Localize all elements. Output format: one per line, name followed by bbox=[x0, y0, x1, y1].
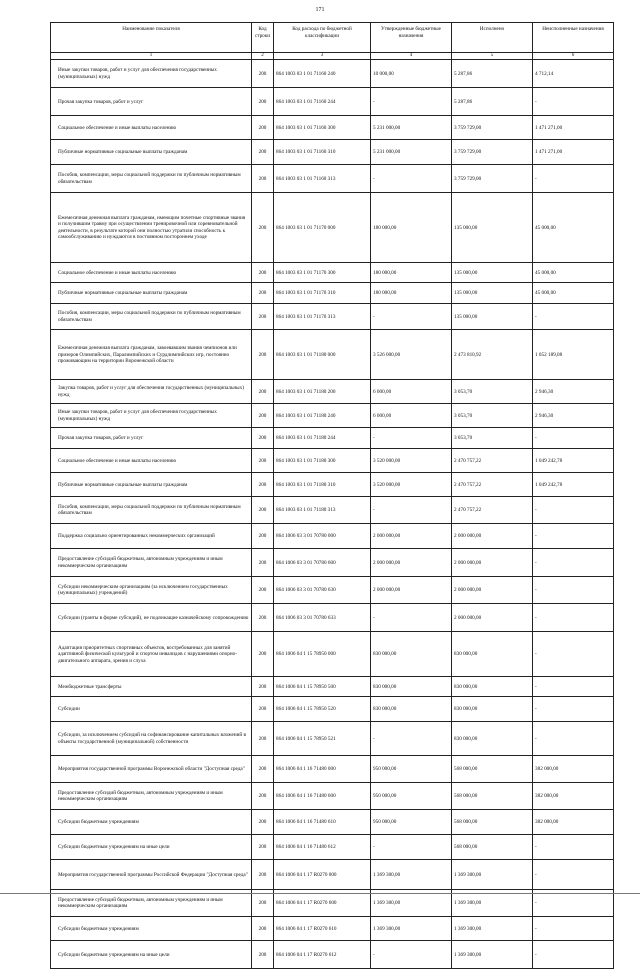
cell-name: Пособия, компенсации, меры социальной поддержки по публичным нормативным обязательствам bbox=[51, 165, 252, 193]
cell-code: 200 bbox=[252, 140, 274, 165]
cell-approved: 830 000,00 bbox=[371, 677, 452, 697]
cell-kbk: 864 1006 04 1 16 71480 612 bbox=[274, 835, 371, 860]
table-row bbox=[51, 165, 614, 193]
cell-executed: 3 053,70 bbox=[452, 380, 533, 404]
cell-executed: 568 000,00 bbox=[452, 835, 533, 860]
table-row bbox=[51, 473, 614, 497]
page-number: 171 bbox=[315, 7, 325, 13]
table-row bbox=[51, 304, 614, 330]
cell-approved: - bbox=[371, 88, 452, 116]
cell-kbk: 864 1006 04 1 17 R0270 000 bbox=[274, 860, 371, 890]
cell-name: Субсидии бюджетным учреждениям bbox=[51, 917, 252, 941]
cell-approved: 2 000 000,00 bbox=[371, 577, 452, 604]
cell-executed: 2 000 000,00 bbox=[452, 577, 533, 604]
cell-executed: 2 000 000,00 bbox=[452, 549, 533, 577]
cell-kbk: 864 1006 04 1 16 71480 600 bbox=[274, 783, 371, 810]
cell-kbk: 864 1006 04 1 15 78950 520 bbox=[274, 697, 371, 722]
cell-name: Межбюджетные трансферты bbox=[51, 677, 252, 697]
cell-name: Социальное обеспечение и иные выплаты населению bbox=[51, 449, 252, 473]
cell-code: 200 bbox=[252, 193, 274, 263]
cell-executed: 830 000,00 bbox=[452, 722, 533, 756]
cell-remaining: 45 000,00 bbox=[533, 193, 614, 263]
cell-name: Закупка товаров, работ и услуг для обеспечения государственных (муниципальных) нужд bbox=[51, 380, 252, 404]
cell-remaining: 1 471 271,00 bbox=[533, 116, 614, 140]
cell-executed: 830 000,00 bbox=[452, 677, 533, 697]
cell-executed: 2 473 810,92 bbox=[452, 330, 533, 380]
cell-code: 200 bbox=[252, 890, 274, 917]
table-row bbox=[51, 835, 614, 860]
cell-kbk: 864 1006 04 1 16 71480 000 bbox=[274, 756, 371, 783]
cell-name: Пособия, компенсации, меры социальной поддержки по публичным нормативным обязательствам bbox=[51, 304, 252, 330]
page-bottom-rule bbox=[0, 893, 640, 894]
cell-code: 200 bbox=[252, 330, 274, 380]
cell-kbk: 864 1003 03 1 01 71180 000 bbox=[274, 330, 371, 380]
header-approved: Утвержденные бюджетные назначения bbox=[371, 23, 452, 53]
cell-executed: 830 000,00 bbox=[452, 632, 533, 677]
cell-approved: 950 000,00 bbox=[371, 756, 452, 783]
cell-code: 200 bbox=[252, 283, 274, 304]
cell-kbk: 864 1003 03 1 01 71180 300 bbox=[274, 449, 371, 473]
cell-approved: - bbox=[371, 304, 452, 330]
cell-executed: 3 759 729,00 bbox=[452, 116, 533, 140]
cell-name: Иные закупки товаров, работ и услуг для обеспечения государственных (муниципальных) нужд bbox=[51, 404, 252, 428]
cell-code: 200 bbox=[252, 632, 274, 677]
cell-remaining: - bbox=[533, 860, 614, 890]
cell-executed: 135 000,00 bbox=[452, 263, 533, 283]
cell-code: 200 bbox=[252, 917, 274, 941]
cell-executed: 568 000,00 bbox=[452, 783, 533, 810]
cell-approved: - bbox=[371, 497, 452, 524]
cell-kbk: 864 1003 03 1 01 71170 300 bbox=[274, 263, 371, 283]
cell-executed: 3 053,70 bbox=[452, 404, 533, 428]
cell-approved: - bbox=[371, 428, 452, 449]
cell-remaining: - bbox=[533, 677, 614, 697]
cell-kbk: 864 1003 03 1 01 71160 244 bbox=[274, 88, 371, 116]
cell-kbk: 864 1003 03 1 01 71160 240 bbox=[274, 60, 371, 88]
cell-name: Поддержка социально ориентированных некоммерческих организаций bbox=[51, 524, 252, 549]
cell-name: Субсидии (гранты в форме субсидий), не подлежащие казначейскому сопровождению bbox=[51, 604, 252, 632]
cell-executed: 568 000,00 bbox=[452, 810, 533, 835]
table-row bbox=[51, 88, 614, 116]
cell-code: 200 bbox=[252, 497, 274, 524]
cell-code: 200 bbox=[252, 697, 274, 722]
cell-remaining: - bbox=[533, 722, 614, 756]
cell-remaining: - bbox=[533, 165, 614, 193]
cell-name: Социальное обеспечение и иные выплаты населению bbox=[51, 116, 252, 140]
cell-remaining: - bbox=[533, 428, 614, 449]
cell-executed: 1 369 300,00 bbox=[452, 860, 533, 890]
cell-executed: 1 369 300,00 bbox=[452, 941, 533, 969]
cell-executed: 568 000,00 bbox=[452, 756, 533, 783]
cell-executed: 1 369 300,00 bbox=[452, 890, 533, 917]
cell-kbk: 864 1006 04 1 16 71480 610 bbox=[274, 810, 371, 835]
column-number: 1 bbox=[51, 53, 252, 60]
column-number: 4 bbox=[371, 53, 452, 60]
cell-approved: 5 231 000,00 bbox=[371, 140, 452, 165]
cell-kbk: 864 1006 04 1 15 78950 521 bbox=[274, 722, 371, 756]
cell-approved: 950 000,00 bbox=[371, 783, 452, 810]
cell-code: 200 bbox=[252, 428, 274, 449]
header-remaining: Неисполненные назначения bbox=[533, 23, 614, 53]
cell-remaining: - bbox=[533, 941, 614, 969]
cell-executed: 135 000,00 bbox=[452, 193, 533, 263]
cell-kbk: 864 1006 04 1 15 78950 500 bbox=[274, 677, 371, 697]
cell-remaining: - bbox=[533, 604, 614, 632]
cell-kbk: 864 1003 03 1 01 71180 310 bbox=[274, 473, 371, 497]
cell-code: 200 bbox=[252, 165, 274, 193]
cell-approved: - bbox=[371, 604, 452, 632]
table-row bbox=[51, 449, 614, 473]
cell-code: 200 bbox=[252, 722, 274, 756]
cell-remaining: 45 000,00 bbox=[533, 263, 614, 283]
table-row bbox=[51, 60, 614, 88]
table-row bbox=[51, 404, 614, 428]
column-numbers-row bbox=[51, 53, 614, 60]
cell-approved: 6 000,00 bbox=[371, 380, 452, 404]
cell-executed: 135 000,00 bbox=[452, 283, 533, 304]
cell-kbk: 864 1006 03 3 01 70780 633 bbox=[274, 604, 371, 632]
table-row bbox=[51, 116, 614, 140]
cell-name: Прочая закупка товаров, работ и услуг bbox=[51, 428, 252, 449]
cell-code: 200 bbox=[252, 549, 274, 577]
cell-kbk: 864 1006 03 3 01 70780 600 bbox=[274, 549, 371, 577]
cell-approved: 950 000,00 bbox=[371, 810, 452, 835]
cell-name: Публичные нормативные социальные выплаты гражданам bbox=[51, 140, 252, 165]
cell-approved: 5 231 000,00 bbox=[371, 116, 452, 140]
table-row bbox=[51, 140, 614, 165]
cell-name: Мероприятия государственной программы Российской Федерации "Доступная среда" bbox=[51, 860, 252, 890]
column-number: 3 bbox=[274, 53, 371, 60]
header-kbk: Код расхода по бюджетной классификации bbox=[274, 23, 371, 53]
cell-name: Ежемесячная денежная выплата гражданам, имеющим почетные спортивные звания и получившим травму при осуществлении тренировочной или соревновательной деятельности, в результате которой они полностью утратили способность к самообслуживанию и нуждаются в постоянном постороннем уходе bbox=[51, 193, 252, 263]
cell-name: Ежемесячная денежная выплата гражданам, завоевавшим звания чемпионов или призеров Олимпийских, Паралимпийских и Сурдлимпийских игр, постоянно проживающим на территории Воронежской области bbox=[51, 330, 252, 380]
cell-name: Предоставление субсидий бюджетным, автономным учреждениям и иным некоммерческим организациям bbox=[51, 890, 252, 917]
cell-executed: 135 000,00 bbox=[452, 304, 533, 330]
cell-kbk: 864 1006 03 3 01 70780 630 bbox=[274, 577, 371, 604]
cell-remaining: - bbox=[533, 88, 614, 116]
cell-approved: 1 369 300,00 bbox=[371, 890, 452, 917]
cell-name: Мероприятия государственной программы Воронежской области "Доступная среда" bbox=[51, 756, 252, 783]
cell-name: Субсидии бюджетным учреждениям на иные цели bbox=[51, 835, 252, 860]
cell-approved: 180 000,00 bbox=[371, 283, 452, 304]
table-row bbox=[51, 380, 614, 404]
cell-name: Субсидии некоммерческим организациям (за исключением государственных (муниципальных) учреждений) bbox=[51, 577, 252, 604]
table-row bbox=[51, 783, 614, 810]
cell-kbk: 864 1006 03 3 01 70780 000 bbox=[274, 524, 371, 549]
cell-approved: 830 000,00 bbox=[371, 632, 452, 677]
cell-code: 200 bbox=[252, 473, 274, 497]
cell-executed: 2 470 757,22 bbox=[452, 473, 533, 497]
cell-executed: 830 000,00 bbox=[452, 697, 533, 722]
cell-executed: 5 287,86 bbox=[452, 60, 533, 88]
table-row bbox=[51, 677, 614, 697]
cell-remaining: - bbox=[533, 917, 614, 941]
table-row bbox=[51, 330, 614, 380]
cell-executed: 2 000 000,00 bbox=[452, 524, 533, 549]
cell-executed: 2 470 757,22 bbox=[452, 449, 533, 473]
cell-approved: - bbox=[371, 165, 452, 193]
cell-kbk: 864 1006 04 1 17 R0270 612 bbox=[274, 941, 371, 969]
cell-approved: 3 520 000,00 bbox=[371, 449, 452, 473]
cell-kbk: 864 1003 03 1 01 71170 000 bbox=[274, 193, 371, 263]
table-row bbox=[51, 604, 614, 632]
cell-remaining: 2 946,30 bbox=[533, 404, 614, 428]
table-row bbox=[51, 860, 614, 890]
cell-name: Субсидии бюджетным учреждениям на иные цели bbox=[51, 941, 252, 969]
cell-approved: - bbox=[371, 722, 452, 756]
column-number: 6 bbox=[533, 53, 614, 60]
cell-name: Предоставление субсидий бюджетным, автономным учреждениям и иным некоммерческим организациям bbox=[51, 549, 252, 577]
cell-approved: - bbox=[371, 941, 452, 969]
cell-name: Субсидии bbox=[51, 697, 252, 722]
table-row bbox=[51, 756, 614, 783]
cell-approved: 3 520 000,00 bbox=[371, 473, 452, 497]
cell-code: 200 bbox=[252, 577, 274, 604]
cell-code: 200 bbox=[252, 263, 274, 283]
cell-approved: 180 000,00 bbox=[371, 263, 452, 283]
cell-code: 200 bbox=[252, 116, 274, 140]
cell-kbk: 864 1003 03 1 01 71170 310 bbox=[274, 283, 371, 304]
cell-remaining: 4 712,14 bbox=[533, 60, 614, 88]
cell-remaining: - bbox=[533, 632, 614, 677]
cell-approved: 830 000,00 bbox=[371, 697, 452, 722]
cell-kbk: 864 1006 04 1 17 R0270 600 bbox=[274, 890, 371, 917]
cell-remaining: 382 000,00 bbox=[533, 783, 614, 810]
table-row bbox=[51, 263, 614, 283]
cell-remaining: 2 946,30 bbox=[533, 380, 614, 404]
budget-execution-table bbox=[50, 22, 614, 969]
header-code: Код строки bbox=[252, 23, 274, 53]
cell-executed: 2 470 757,22 bbox=[452, 497, 533, 524]
cell-remaining: 1 052 189,08 bbox=[533, 330, 614, 380]
cell-executed: 2 000 000,00 bbox=[452, 604, 533, 632]
cell-kbk: 864 1006 04 1 17 R0270 610 bbox=[274, 917, 371, 941]
table-row bbox=[51, 283, 614, 304]
table-row bbox=[51, 193, 614, 263]
cell-code: 200 bbox=[252, 604, 274, 632]
cell-approved: 3 526 000,00 bbox=[371, 330, 452, 380]
cell-remaining: - bbox=[533, 890, 614, 917]
cell-remaining: 1 471 271,00 bbox=[533, 140, 614, 165]
cell-approved: 1 369 300,00 bbox=[371, 917, 452, 941]
cell-executed: 1 369 300,00 bbox=[452, 917, 533, 941]
cell-approved: 6 000,00 bbox=[371, 404, 452, 428]
cell-kbk: 864 1003 03 1 01 71170 313 bbox=[274, 304, 371, 330]
table-row bbox=[51, 428, 614, 449]
cell-kbk: 864 1003 03 1 01 71160 313 bbox=[274, 165, 371, 193]
table-row bbox=[51, 917, 614, 941]
cell-kbk: 864 1003 03 1 01 71160 310 bbox=[274, 140, 371, 165]
cell-name: Социальное обеспечение и иные выплаты населению bbox=[51, 263, 252, 283]
table-row bbox=[51, 577, 614, 604]
header-name: Наименование показателя bbox=[51, 23, 252, 53]
cell-remaining: 45 000,00 bbox=[533, 283, 614, 304]
cell-name: Субсидии бюджетным учреждениям bbox=[51, 810, 252, 835]
cell-approved: 10 000,00 bbox=[371, 60, 452, 88]
cell-remaining: - bbox=[533, 497, 614, 524]
cell-code: 200 bbox=[252, 810, 274, 835]
column-number: 2 bbox=[252, 53, 274, 60]
cell-code: 200 bbox=[252, 677, 274, 697]
cell-code: 200 bbox=[252, 380, 274, 404]
cell-kbk: 864 1006 04 1 15 78950 000 bbox=[274, 632, 371, 677]
table-row bbox=[51, 697, 614, 722]
cell-code: 200 bbox=[252, 449, 274, 473]
cell-kbk: 864 1003 03 1 01 71180 244 bbox=[274, 428, 371, 449]
cell-executed: 3 053,70 bbox=[452, 428, 533, 449]
cell-name: Пособия, компенсации, меры социальной поддержки по публичным нормативным обязательствам bbox=[51, 497, 252, 524]
cell-remaining: 382 000,00 bbox=[533, 810, 614, 835]
cell-approved: 1 369 300,00 bbox=[371, 860, 452, 890]
cell-remaining: - bbox=[533, 697, 614, 722]
cell-kbk: 864 1003 03 1 01 71180 313 bbox=[274, 497, 371, 524]
cell-code: 200 bbox=[252, 304, 274, 330]
cell-name: Публичные нормативные социальные выплаты гражданам bbox=[51, 283, 252, 304]
cell-code: 200 bbox=[252, 60, 274, 88]
table-row bbox=[51, 810, 614, 835]
cell-remaining: - bbox=[533, 524, 614, 549]
cell-name: Иные закупки товаров, работ и услуг для обеспечения государственных (муниципальных) нужд bbox=[51, 60, 252, 88]
cell-approved: 2 000 000,00 bbox=[371, 549, 452, 577]
cell-executed: 5 287,86 bbox=[452, 88, 533, 116]
cell-approved: 2 000 000,00 bbox=[371, 524, 452, 549]
cell-code: 200 bbox=[252, 756, 274, 783]
cell-kbk: 864 1003 03 1 01 71160 300 bbox=[274, 116, 371, 140]
cell-remaining: 382 000,00 bbox=[533, 756, 614, 783]
cell-remaining: 1 049 242,78 bbox=[533, 473, 614, 497]
cell-code: 200 bbox=[252, 88, 274, 116]
cell-approved: - bbox=[371, 835, 452, 860]
cell-remaining: - bbox=[533, 549, 614, 577]
cell-name: Публичные нормативные социальные выплаты гражданам bbox=[51, 473, 252, 497]
cell-remaining: - bbox=[533, 835, 614, 860]
table-row bbox=[51, 549, 614, 577]
header-executed: Исполнено bbox=[452, 23, 533, 53]
cell-executed: 3 759 729,00 bbox=[452, 165, 533, 193]
cell-code: 200 bbox=[252, 404, 274, 428]
cell-approved: 180 000,00 bbox=[371, 193, 452, 263]
table-row bbox=[51, 497, 614, 524]
cell-remaining: - bbox=[533, 577, 614, 604]
column-number: 5 bbox=[452, 53, 533, 60]
table-row bbox=[51, 941, 614, 969]
table-row bbox=[51, 524, 614, 549]
header-row bbox=[51, 23, 614, 53]
cell-remaining: - bbox=[533, 304, 614, 330]
cell-code: 200 bbox=[252, 860, 274, 890]
cell-executed: 3 759 729,00 bbox=[452, 140, 533, 165]
cell-name: Прочая закупка товаров, работ и услуг bbox=[51, 88, 252, 116]
cell-kbk: 864 1003 03 1 01 71180 240 bbox=[274, 404, 371, 428]
cell-code: 200 bbox=[252, 835, 274, 860]
cell-name: Адаптация приоритетных спортивных объектов, востребованных для занятий адаптивной физической культурой и спортом инвалидов с нарушениями опорно-двигательного аппарата, зрения и слуха bbox=[51, 632, 252, 677]
cell-kbk: 864 1003 03 1 01 71180 200 bbox=[274, 380, 371, 404]
cell-code: 200 bbox=[252, 524, 274, 549]
table-row bbox=[51, 632, 614, 677]
cell-code: 200 bbox=[252, 783, 274, 810]
cell-remaining: 1 049 242,78 bbox=[533, 449, 614, 473]
cell-name: Предоставление субсидий бюджетным, автономным учреждениям и иным некоммерческим организациям bbox=[51, 783, 252, 810]
cell-name: Субсидии, за исключением субсидий на софинансирование капитальных вложений в объекты государственной (муниципальной) собственности bbox=[51, 722, 252, 756]
table-row bbox=[51, 722, 614, 756]
cell-code: 200 bbox=[252, 941, 274, 969]
